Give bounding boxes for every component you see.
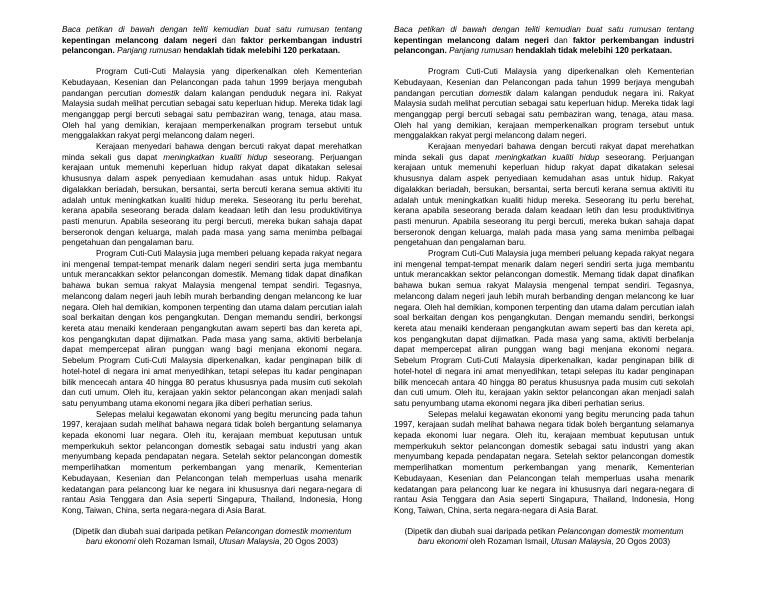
paragraph-2: Kerajaan menyedari bahawa dengan bercuti rakyat dapat merehatkan minda sekali gus dapat meningkatkan kualiti hidup seseorang. Perjuangan kerajaan untuk memenuhi keperluan hidup rakyat dapat dikatakan selesai khususnya dalam aspek penyediaan kemudahan asas untuk hidup. Rakyat digalakkan beriadah, bersukan, bersantai, serta bercuti kerana semua aktiviti itu adalah untuk meningkatkan kualiti hidup mereka. Seseorang itu perlu berehat, kerana apabila seseorang berada dalam keadaan letih dan lesu produktivitinya pasti menurun. Apabila seseorang itu pergi bercuti, mereka bukan sahaja dapat berseronok dengan keluarga, malah pada masa yang sama menimba pelbagai pengetahuan dan pengalaman baru. [394, 142, 694, 248]
instruction-dot: . [112, 46, 115, 56]
instruction-and: dan [554, 35, 568, 45]
instruction-dot: . [444, 46, 447, 56]
instruction-topic-2: faktor perkembangan industri pelancongan [394, 35, 694, 56]
instruction-lead: Baca petikan di bawah dengan teliti kemudian buat satu rumusan tentang [394, 25, 694, 34]
instruction-word-limit: hendaklah tidak melebihi 120 perkataan. [183, 46, 341, 56]
instruction [62, 25, 362, 57]
paragraph-2: Kerajaan menyedari bahawa dengan bercuti rakyat dapat merehatkan minda sekali gus dapat meningkatkan kualiti hidup seseorang. Perjuangan kerajaan untuk memenuhi keperluan hidup rakyat dapat dikatakan selesai khususnya dalam aspek penyediaan kemudahan asas untuk hidup. Rakyat digalakkan beriadah, bersukan, bersantai, serta bercuti kerana semua aktiviti itu adalah untuk meningkatkan kualiti hidup mereka. Seseorang itu perlu berehat, kerana apabila seseorang berada dalam keadaan letih dan lesu produktivitinya pasti menurun. Apabila seseorang itu pergi bercuti, mereka bukan sahaja dapat berseronok dengan keluarga, malah pada masa yang sama menimba pelbagai pengetahuan dan pengalaman baru. [62, 142, 362, 248]
paragraph-3: Program Cuti-Cuti Malaysia juga memberi peluang kepada rakyat negara ini mengenal tempat-tempat menarik dalam negeri sendiri serta juga membantu untuk merancakkan sektor pelancongan domestik. Memang tidak dapat dinafikan bahawa bukan semua rakyat Malaysia mengenal tempat sendiri. Tegasnya, melancong dalam negeri jauh lebih murah berbanding dengan melancong ke luar negara. Oleh hal demikian, komponen terpenting dan utama dalam percutian ialah soal berkaitan dengan kos pengangkutan. Dengan memandu sendiri, berkongsi kereta atau menaiki kenderaan pengangkutan awam seperti bas dan kereta api, kos pengangkutan dapat dijimatkan. Pada masa yang sama, aktiviti berbelanja dapat mempercepat aliran punggan wang bagi menjana ekonomi negara. Sebelum Program Cuti-Cuti Malaysia diperkenalkan, kadar penginapan bilik di hotel-hotel di negara ini amat menyedihkan, tetapi selepas itu kadar penginapan bilik mencecah antara 40 hingga 80 peratus khususnya pada musim cuti sekolah dan cuti umum. Oleh itu, kerajaan yakin sektor pelancongan akan menjadi salah satu penyumbang utama ekonomi negara jika diberi perhatian serius. [62, 249, 362, 408]
instruction-topic-1: kepentingan melancong dalam negeri [394, 35, 549, 45]
instruction-length-label: Panjang rumusan [117, 46, 182, 56]
paragraph-4: Selepas melalui kegawatan ekonomi yang begitu meruncing pada tahun 1997, kerajaan sudah melihat bahawa negara tidak boleh bergantung selamanya kepada ekonomi luar negara. Oleh itu, kerajaan membuat keputusan untuk memperkukuh sektor pelancongan domestik sebagai satu industri yang akan menyumbang kepada pendapatan negara. Setelah sektor pelancongan domestik memperlihatkan momentum perkembangan yang menarik, Kementerian Kebudayaan, Kesenian dan Pelancongan telah memperluas usaha menarik kedatangan para pelancong luar ke negara ini khususnya dari negara-negara di rantau Asia Tenggara dan Asia seperti Singapura, Thailand, Indonesia, Hong Kong, Taiwan, China, serta negara-negara di Asia Barat. [62, 409, 362, 515]
source-citation: (Dipetik dan diubah suai daripada petikan Pelancongan domestik momentum baru ekonomi oleh Rozaman Ismail, Utusan Malaysia, 20 Ogos 2003) [72, 526, 352, 547]
instruction-topic-1: kepentingan melancong dalam negeri [62, 35, 217, 45]
instruction-word-limit: hendaklah tidak melebihi 120 perkataan. [515, 46, 673, 56]
passage-column-right [394, 25, 694, 548]
instruction-topic-2: faktor perkembangan industri pelancongan [62, 35, 362, 56]
paragraph-1: Program Cuti-Cuti Malaysia yang diperkenalkan oleh Kementerian Kebudayaan, Kesenian dan Pelancongan pada tahun 1999 berjaya mengubah pandangan percutian domestik dalam kalangan penduduk negara ini. Rakyat Malaysia sudah melihat percutian sebagai satu keperluan hidup. Mereka tidak lagi menganggap pergi bercuti sebagai satu pembaziran wang, tenaga, atau masa. Oleh hal yang demikian, kerajaan memperkenalkan program tersebut untuk menggalakkan rakyat pergi melancong dalam negeri. [62, 67, 362, 141]
paragraph-4: Selepas melalui kegawatan ekonomi yang begitu meruncing pada tahun 1997, kerajaan sudah melihat bahawa negara tidak boleh bergantung selamanya kepada ekonomi luar negara. Oleh itu, kerajaan membuat keputusan untuk memperkukuh sektor pelancongan domestik sebagai satu industri yang akan menyumbang kepada pendapatan negara. Setelah sektor pelancongan domestik memperlihatkan momentum perkembangan yang menarik, Kementerian Kebudayaan, Kesenian dan Pelancongan telah memperluas usaha menarik kedatangan para pelancong luar ke negara ini khususnya dari negara-negara di rantau Asia Tenggara dan Asia seperti Singapura, Thailand, Indonesia, Hong Kong, Taiwan, China, serta negara-negara di Asia Barat. [394, 409, 694, 515]
instruction-lead: Baca petikan di bawah dengan teliti kemudian buat satu rumusan tentang [62, 25, 362, 34]
instruction-length-label: Panjang rumusan [449, 46, 514, 56]
source-citation: (Dipetik dan diubah suai daripada petikan Pelancongan domestik momentum baru ekonomi oleh Rozaman Ismail, Utusan Malaysia, 20 Ogos 2003) [404, 526, 684, 547]
paragraph-1: Program Cuti-Cuti Malaysia yang diperkenalkan oleh Kementerian Kebudayaan, Kesenian dan Pelancongan pada tahun 1999 berjaya mengubah pandangan percutian domestik dalam kalangan penduduk negara ini. Rakyat Malaysia sudah melihat percutian sebagai satu keperluan hidup. Mereka tidak lagi menganggap pergi bercuti sebagai satu pembaziran wang, tenaga, atau masa. Oleh hal yang demikian, kerajaan memperkenalkan program tersebut untuk menggalakkan rakyat pergi melancong dalam negeri. [394, 67, 694, 141]
passage-column-left [62, 25, 362, 548]
instruction [394, 25, 694, 57]
paragraph-3: Program Cuti-Cuti Malaysia juga memberi peluang kepada rakyat negara ini mengenal tempat-tempat menarik dalam negeri sendiri serta juga membantu untuk merancakkan sektor pelancongan domestik. Memang tidak dapat dinafikan bahawa bukan semua rakyat Malaysia mengenal tempat sendiri. Tegasnya, melancong dalam negeri jauh lebih murah berbanding dengan melancong ke luar negara. Oleh hal demikian, komponen terpenting dan utama dalam percutian ialah soal berkaitan dengan kos pengangkutan. Dengan memandu sendiri, berkongsi kereta atau menaiki kenderaan pengangkutan awam seperti bas dan kereta api, kos pengangkutan dapat dijimatkan. Pada masa yang sama, aktiviti berbelanja dapat mempercepat aliran punggan wang bagi menjana ekonomi negara. Sebelum Program Cuti-Cuti Malaysia diperkenalkan, kadar penginapan bilik di hotel-hotel di negara ini amat menyedihkan, tetapi selepas itu kadar penginapan bilik mencecah antara 40 hingga 80 peratus khususnya pada musim cuti sekolah dan cuti umum. Oleh itu, kerajaan yakin sektor pelancongan akan menjadi salah satu penyumbang utama ekonomi negara jika diberi perhatian serius. [394, 249, 694, 408]
instruction-and: dan [222, 35, 236, 45]
